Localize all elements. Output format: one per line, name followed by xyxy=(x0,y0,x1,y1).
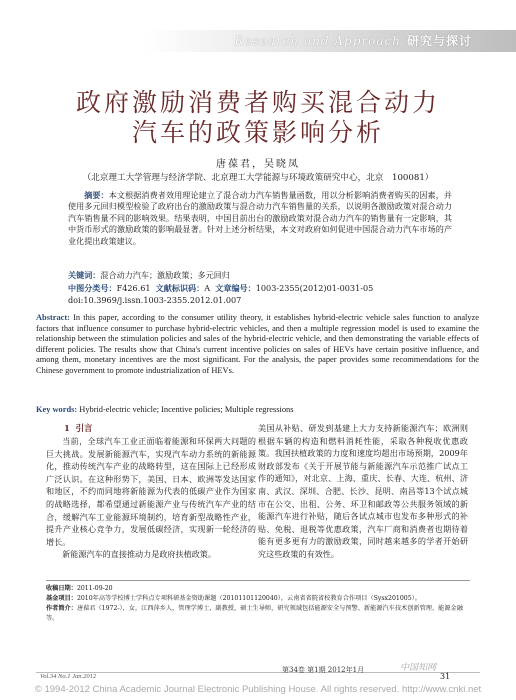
classification-line xyxy=(68,283,468,294)
clc-label: 中图分类号： xyxy=(68,283,117,293)
doi-value: 10.3969/j.issn.1003-2355.2012.01.007 xyxy=(83,295,242,305)
keywords-en-text: Hybrid-electric vehicle; Incentive policies; Multiple regressions xyxy=(77,405,294,414)
paper-title-line-2: 汽车的政策影响分析 xyxy=(131,118,384,147)
footer-volume-cn: 第34卷 第1期 2012年1月 xyxy=(282,666,365,674)
abstract-en xyxy=(36,313,479,377)
copyright-watermark: © 1994-2012 China Academic Journal Electronic Publishing House. All rights reserved. http://www.cnki.net xyxy=(34,684,482,695)
footnote-author: 作者简介：唐葆君（1972-），女，江西萍乡人，管理学博士，副教授，硕士生导师，研究领域包括能源安全与预警、新能源汽车技术创新管理、能源金融等。 xyxy=(46,605,463,622)
footnote-received: 收稿日期：2011-09-20 xyxy=(46,585,113,592)
body-column-right xyxy=(258,422,468,561)
clc-value: F426.61 xyxy=(116,283,151,293)
abstract-cn-label: 摘要： xyxy=(84,190,109,200)
footer-divider xyxy=(36,672,480,673)
paper-title-line-1: 政府激励消费者购买混合动力 xyxy=(75,88,440,117)
keywords-en xyxy=(36,405,479,414)
doc-code-label: 文献标识码： xyxy=(155,283,205,293)
doi-line xyxy=(68,295,468,305)
keywords-cn-label: 关键词： xyxy=(68,270,101,280)
doc-code-value: A xyxy=(204,283,211,293)
section-number: 1 xyxy=(64,423,70,433)
keywords-cn xyxy=(68,270,458,281)
affiliation: （北京理工大学管理与经济学院、北京理工大学能源与环境政策研究中心，北京 100081） xyxy=(82,173,434,183)
paragraph: 美国从补贴、研发到基建上大力支持新能源汽车；欧洲则根据车辆的构造和燃料消耗性能，采取各种税收优惠政策。我国扶植政策的力度和速度均超出市场预期，2009年财政部发布《关于开展节能与新能源汽车示范推广试点工作的通知》，对北京、上海、重庆、长春、大连、杭州、济南、武汉、深圳、合肥、长沙、昆明、南昌等13个试点城市在公交、出租、公务、环卫和邮政等公共服务领域的新能源汽车进行补贴，随后各试点城市也发布多种形式的补贴、免税、退税等优惠政策，汽车厂商和消费者也期待着能有更多更有力的激励政策，同时越来越多的学者开始研究这些政策的有效性。 xyxy=(258,423,468,559)
running-header-en: Research and Approach xyxy=(234,34,401,48)
footnote-fund: 基金项目：2010年高等学校博士学科点专项科研基金资助课题（20101101120040），云南省省院省校教育合作项目（Sysx201005）。 xyxy=(46,595,421,602)
body-column-left xyxy=(46,435,256,561)
page-number: 31 xyxy=(440,672,451,681)
authors: 唐葆君，吴晓凤 xyxy=(216,159,300,170)
abstract-en-label: Abstract: xyxy=(36,313,70,322)
running-header xyxy=(234,32,472,49)
keywords-cn-text: 混合动力汽车；激励政策；多元回归 xyxy=(100,270,230,280)
article-no-label: 文章编号： xyxy=(215,283,256,293)
abstract-cn xyxy=(68,190,452,247)
footnotes xyxy=(46,584,470,624)
abstract-cn-text: 本文根据消费者效用理论建立了混合动力汽车销售量函数，用以分析影响消费者购买的因素，并使用多元回归模型检验了政府出台的激励政策与混合动力汽车销售量的关系，以说明各激励政策对混合动力汽车销售量不同的影响效果。结果表明，中国目前出台的激励政策对混合动力汽车的销售量有一定影响，其中货币形式的激励政策的影响最显著。针对上述分析结果，本文对政府如何促进中国混合动力汽车市场的产业化提出政策建议。 xyxy=(68,190,452,246)
cnki-logo: 中国知网 xyxy=(400,663,437,673)
doi-label: doi: xyxy=(68,295,84,305)
section-heading-intro xyxy=(64,422,92,434)
running-header-cn: 研究与探讨 xyxy=(406,34,472,48)
footer-volume-en: Vol.34 No.1 Jan.2012 xyxy=(40,673,97,680)
article-no-value: 1003-2355(2012)01-0031-05 xyxy=(255,283,374,293)
paragraph: 新能源汽车的直接推动力是政府扶植政策。 xyxy=(62,549,216,560)
abstract-en-text: In this paper, according to the consumer utility theory, it establishes hybrid-electric vehicle sales function to analyze factors that influence consumer to purchase hybrid-electric vehicles, and then a multiple regression model is used to examine the relationship between the stimulation policies and sales of the hybrid-electric vehicle, and then demonstrating the variable effects of different policies. The results show that China's current incentive policies on sales of HEVs have certain positive influence, and among them, monetary incentives are the most significant. For the analysis, the paper provides some recommendations for the Chinese government to promote industrialization of HEVs. xyxy=(36,313,479,375)
footnote-divider xyxy=(46,580,470,581)
paragraph: 当前，全球汽车工业正面临着能源和环保两大问题的巨大挑战。发展新能源汽车，实现汽车动力系统的新能源化，推动传统汽车产业的战略转型，这在国际上已经形成广泛认识。在这种形势下，美国、日本、欧洲等发达国家和地区，不约而同地将新能源为代表的低碳产业作为国家的战略选择，都希望通过新能源产业与传统汽车产业的结合，缓解汽车工业能源环境制约，培育新型战略性产业，提升产业核心竞争力，发展低碳经济，实现新一轮经济的增长。 xyxy=(46,436,256,547)
section-title: 引言 xyxy=(75,423,93,433)
keywords-en-label: Key words: xyxy=(36,405,78,414)
